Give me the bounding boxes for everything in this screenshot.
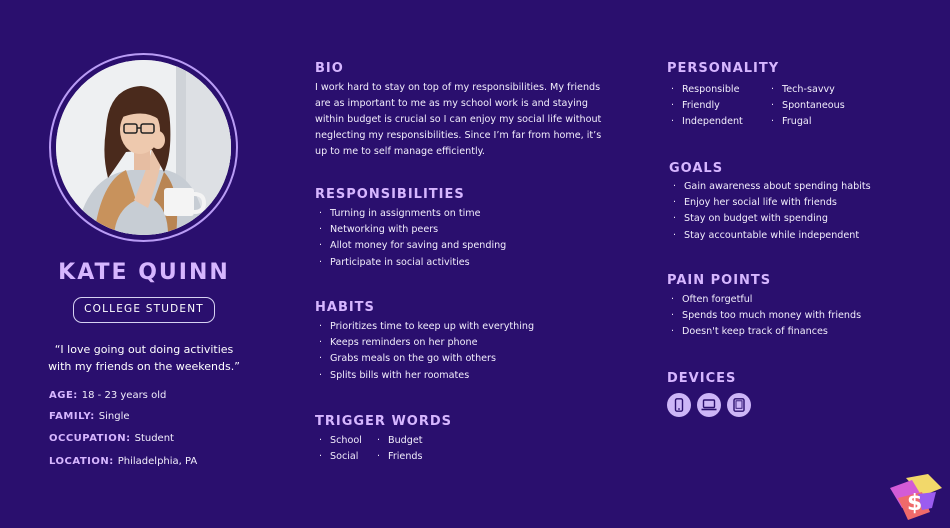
location-label: LOCATION:	[49, 456, 114, 467]
personality-col1	[667, 82, 743, 131]
family-value: Single	[98, 411, 130, 422]
list-item: · Frugal	[767, 114, 845, 130]
goals-title: GOALS	[669, 161, 724, 176]
list-item: · Friendly	[667, 98, 743, 114]
list-item: · Enjoy her social life with friends	[669, 195, 871, 211]
responsibilities-list	[315, 206, 506, 271]
age-value: 18 - 23 years old	[81, 390, 167, 401]
personality-title: PERSONALITY	[667, 61, 780, 76]
bio-line: up to me to self manage efficiently.	[315, 146, 485, 157]
goals-list	[669, 179, 871, 244]
list-item: · Responsible	[667, 82, 743, 98]
list-item: · School	[315, 433, 362, 449]
occupation-row	[49, 433, 174, 444]
trigger-words-col2	[373, 433, 423, 465]
bio-line: within budget is crucial so I can enjoy my social life without	[315, 114, 602, 125]
list-item: · Tech-savvy	[767, 82, 845, 98]
list-item: · Independent	[667, 114, 743, 130]
trigger-words-title: TRIGGER WORDS	[315, 414, 453, 429]
avatar	[56, 60, 231, 235]
age-label: AGE:	[49, 390, 78, 401]
bio-title: BIO	[315, 61, 344, 76]
pain-points-title: PAIN POINTS	[667, 273, 772, 288]
bio-text	[315, 80, 615, 160]
list-item: · Splits bills with her roomates	[315, 368, 534, 384]
list-item: · Social	[315, 449, 362, 465]
list-item: · Spontaneous	[767, 98, 845, 114]
list-item: · Stay accountable while independent	[669, 228, 871, 244]
occupation-label: OCCUPATION:	[49, 433, 131, 444]
pain-points-list	[667, 292, 861, 341]
list-item: · Often forgetful	[667, 292, 861, 308]
quote-line: “I love going out doing activities	[54, 343, 234, 356]
app-logo	[888, 474, 944, 522]
bio-line: I work hard to stay on top of my responsibilities. My friends	[315, 82, 601, 93]
list-item: · Networking with peers	[315, 222, 506, 238]
list-item: · Friends	[373, 449, 423, 465]
habits-list	[315, 319, 534, 384]
quote-line: with my friends on the weekends.”	[48, 360, 240, 373]
list-item: · Turning in assignments on time	[315, 206, 506, 222]
list-item: · Keeps reminders on her phone	[315, 335, 534, 351]
logo-symbol: $	[907, 491, 923, 516]
personality-col2	[767, 82, 845, 131]
devices-title: DEVICES	[667, 371, 737, 386]
persona-quote	[38, 341, 250, 375]
laptop-icon	[697, 393, 721, 417]
family-label: FAMILY:	[49, 411, 95, 422]
role-badge: COLLEGE STUDENT	[73, 297, 215, 323]
list-item: · Spends too much money with friends	[667, 308, 861, 324]
list-item: · Gain awareness about spending habits	[669, 179, 871, 195]
habits-title: HABITS	[315, 300, 375, 315]
devices-row	[667, 393, 751, 417]
occupation-value: Student	[134, 433, 174, 444]
avatar-photo	[56, 60, 231, 235]
tablet-icon	[727, 393, 751, 417]
list-item: · Participate in social activities	[315, 255, 506, 271]
list-item: · Stay on budget with spending	[669, 211, 871, 227]
location-value: Philadelphia, PA	[117, 456, 198, 467]
list-item: · Grabs meals on the go with others	[315, 351, 534, 367]
list-item: · Allot money for saving and spending	[315, 238, 506, 254]
list-item: · Prioritizes time to keep up with everything	[315, 319, 534, 335]
trigger-words-col1	[315, 433, 362, 465]
phone-icon	[667, 393, 691, 417]
persona-name: KATE QUINN	[58, 260, 230, 285]
bio-line: neglecting my responsibilities. Since I’m far from home, it’s	[315, 130, 602, 141]
bio-line: are as important to me as my school work is and staying	[315, 98, 588, 109]
age-row	[49, 390, 166, 401]
responsibilities-title: RESPONSIBILITIES	[315, 187, 465, 202]
location-row	[49, 456, 197, 467]
list-item: · Budget	[373, 433, 423, 449]
list-item: · Doesn't keep track of finances	[667, 324, 861, 340]
family-row	[49, 411, 130, 422]
